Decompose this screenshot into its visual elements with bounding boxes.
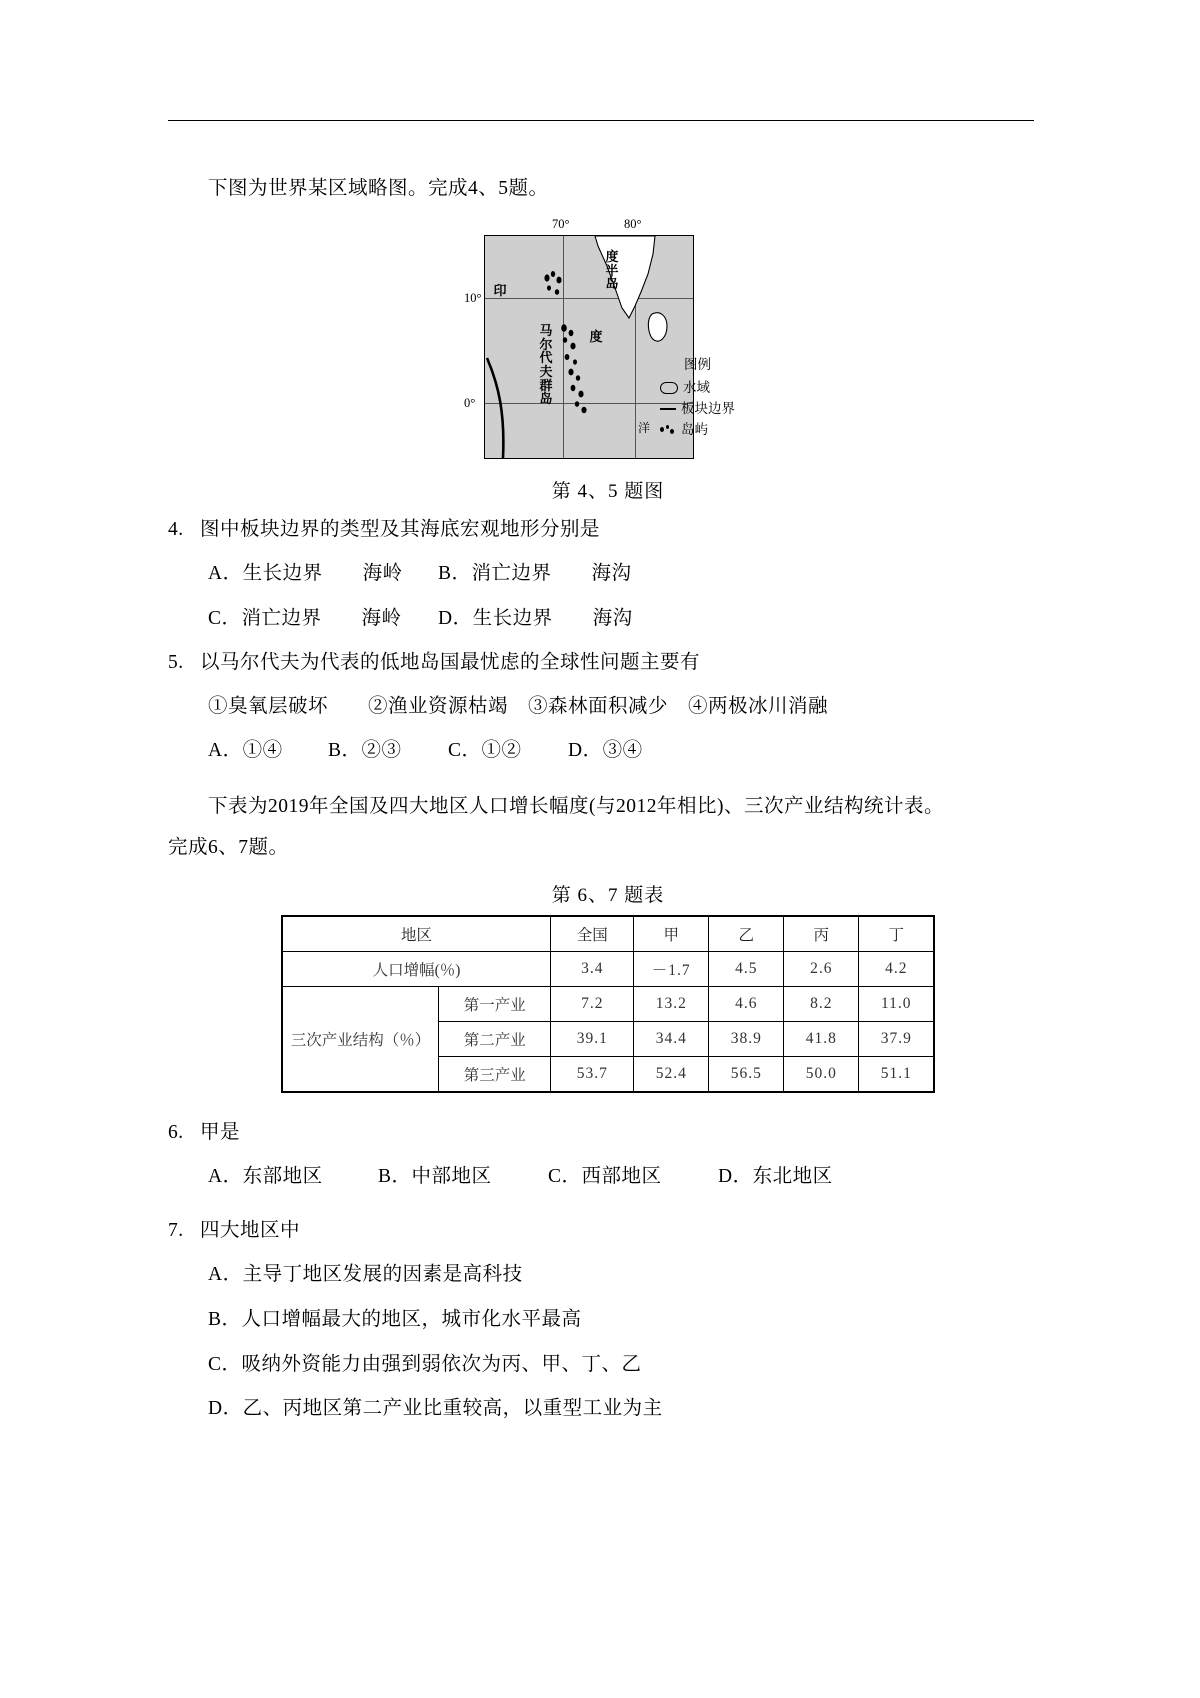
option-4-d[interactable]: D．生长边界 海沟 <box>438 607 633 629</box>
question-7-option-d[interactable]: D．乙、丙地区第二产业比重较高，以重型工业为主 <box>208 1398 663 1420</box>
cell-secondary-bing: 41.8 <box>784 1022 859 1057</box>
option-5-a[interactable]: A．①④ <box>208 740 283 762</box>
cell-secondary-national: 39.1 <box>551 1022 634 1057</box>
cell-primary-bing: 8.2 <box>784 987 859 1022</box>
stat-table-border <box>281 915 936 1093</box>
option-4-b[interactable]: B．消亡边界 海沟 <box>438 562 632 584</box>
question-5-items: ①臭氧层破坏 ②渔业资源枯竭 ③森林面积减少 ④两极冰川消融 <box>208 695 829 717</box>
question-4-options-row2 <box>168 597 1048 642</box>
map-lat-label-10: 10° <box>464 291 482 306</box>
stat-table-wrap <box>168 915 1048 1098</box>
question-5-options <box>168 729 1048 774</box>
table-header-jia: 甲 <box>634 917 709 952</box>
table-intro-line2: 完成6、7题。 <box>168 837 289 859</box>
water-swatch-icon <box>660 382 678 394</box>
question-4-options-row1 <box>168 552 1048 597</box>
map-label-maldives: 马 尔 代 夫 群 岛 <box>539 323 553 407</box>
cell-tertiary-national: 53.7 <box>551 1057 634 1092</box>
map-label-indian-ocean-du: 度 <box>589 329 603 345</box>
question-6 <box>168 1112 1048 1155</box>
map-lon-label-80: 80° <box>624 217 642 232</box>
cell-pop-jia: －1.7 <box>634 952 709 987</box>
cell-pop-yi: 4.5 <box>709 952 784 987</box>
row-sublabel-primary: 第一产业 <box>439 987 551 1022</box>
question-6-stem: 甲是 <box>200 1122 241 1144</box>
option-5-c[interactable]: C．①② <box>448 740 522 762</box>
map-lon-label-70: 70° <box>552 217 570 232</box>
stat-table <box>282 916 935 1092</box>
map-figure <box>168 213 1048 466</box>
map-figure-inner <box>464 213 735 461</box>
question-4-stem: 图中板块边界的类型及其海底宏观地形分别是 <box>200 519 601 541</box>
option-6-d[interactable]: D．东北地区 <box>718 1166 833 1188</box>
island-dots-icon <box>660 425 676 435</box>
table-row <box>282 952 934 987</box>
option-6-b[interactable]: B．中部地区 <box>378 1166 492 1188</box>
figure-intro-text: 下图为世界某区域略图。完成4、5题。 <box>208 178 549 199</box>
cell-secondary-jia: 34.4 <box>634 1022 709 1057</box>
cell-tertiary-bing: 50.0 <box>784 1057 859 1092</box>
legend-label-plate-boundary: 板块边界 <box>681 400 735 416</box>
table-header-region: 地区 <box>282 917 551 952</box>
question-5-number: 5. <box>168 651 184 673</box>
legend-item-islands <box>660 420 735 441</box>
legend-item-plate-boundary <box>660 399 735 420</box>
question-6-options <box>168 1155 1048 1200</box>
cell-primary-national: 7.2 <box>551 987 634 1022</box>
legend-label-water: 水域 <box>683 379 710 395</box>
page-content <box>168 170 1048 1432</box>
row-sublabel-secondary: 第二产业 <box>439 1022 551 1057</box>
row-sublabel-tertiary: 第三产业 <box>439 1057 551 1092</box>
option-5-d[interactable]: D．③④ <box>568 740 643 762</box>
cell-primary-ding: 11.0 <box>859 987 934 1022</box>
option-5-b[interactable]: B．②③ <box>328 740 402 762</box>
question-7-option-c[interactable]: C．吸纳外资能力由强到弱依次为丙、甲、丁、乙 <box>208 1353 642 1375</box>
legend-title: 图例 <box>684 357 711 373</box>
legend-label-islands: 岛屿 <box>681 421 708 437</box>
option-6-a[interactable]: A．东部地区 <box>208 1166 323 1188</box>
option-4-c[interactable]: C．消亡边界 海岭 <box>208 607 402 629</box>
cell-primary-yi: 4.6 <box>709 987 784 1022</box>
table-header-row <box>282 917 934 952</box>
option-4-a[interactable]: A．生长边界 海岭 <box>208 562 403 584</box>
option-6-c[interactable]: C．西部地区 <box>548 1166 662 1188</box>
map-label-indian-ocean-yang: 洋 <box>637 421 650 436</box>
table-row <box>282 987 934 1022</box>
question-6-number: 6. <box>168 1122 184 1144</box>
table-header-national: 全国 <box>551 917 634 952</box>
map-label-yin-left: 印 <box>493 283 507 299</box>
cell-pop-ding: 4.2 <box>859 952 934 987</box>
question-7 <box>168 1210 1048 1253</box>
cell-tertiary-yi: 56.5 <box>709 1057 784 1092</box>
table-header-bing: 丙 <box>784 917 859 952</box>
table-intro-line1: 下表为2019年全国及四大地区人口增长幅度(与2012年相比)、三次产业结构统计表。 <box>208 796 944 818</box>
question-4 <box>168 509 1048 552</box>
cell-pop-bing: 2.6 <box>784 952 859 987</box>
cell-primary-jia: 13.2 <box>634 987 709 1022</box>
table-header-ding: 丁 <box>859 917 934 952</box>
cell-secondary-yi: 38.9 <box>709 1022 784 1057</box>
cell-tertiary-ding: 51.1 <box>859 1057 934 1092</box>
question-5 <box>168 642 1048 685</box>
cell-pop-national: 3.4 <box>551 952 634 987</box>
map-label-india-peninsula: 度 半 岛 <box>605 249 619 292</box>
question-7-stem: 四大地区中 <box>200 1220 301 1242</box>
question-7-option-a[interactable]: A．主导丁地区发展的因素是高科技 <box>208 1263 523 1285</box>
map-lat-label-0: 0° <box>464 396 476 411</box>
figure-caption-45: 第 4、5 题图 <box>551 481 665 503</box>
table-caption-67: 第 6、7 题表 <box>551 885 665 907</box>
cell-secondary-ding: 37.9 <box>859 1022 934 1057</box>
cell-tertiary-jia: 52.4 <box>634 1057 709 1092</box>
question-4-number: 4. <box>168 519 184 541</box>
legend-item-water <box>660 378 735 399</box>
table-header-yi: 乙 <box>709 917 784 952</box>
row-label-pop-growth: 人口增幅(％) <box>282 952 551 987</box>
row-label-industry-structure: 三次产业结构（％） <box>282 987 439 1092</box>
question-7-option-b[interactable]: B．人口增幅最大的地区，城市化水平最高 <box>208 1308 582 1330</box>
question-7-number: 7. <box>168 1220 184 1242</box>
question-5-stem: 以马尔代夫为代表的低地岛国最忧虑的全球性问题主要有 <box>200 651 701 673</box>
plate-boundary-line-icon <box>660 408 676 410</box>
map-legend <box>660 355 735 441</box>
header-rule <box>168 120 1034 121</box>
